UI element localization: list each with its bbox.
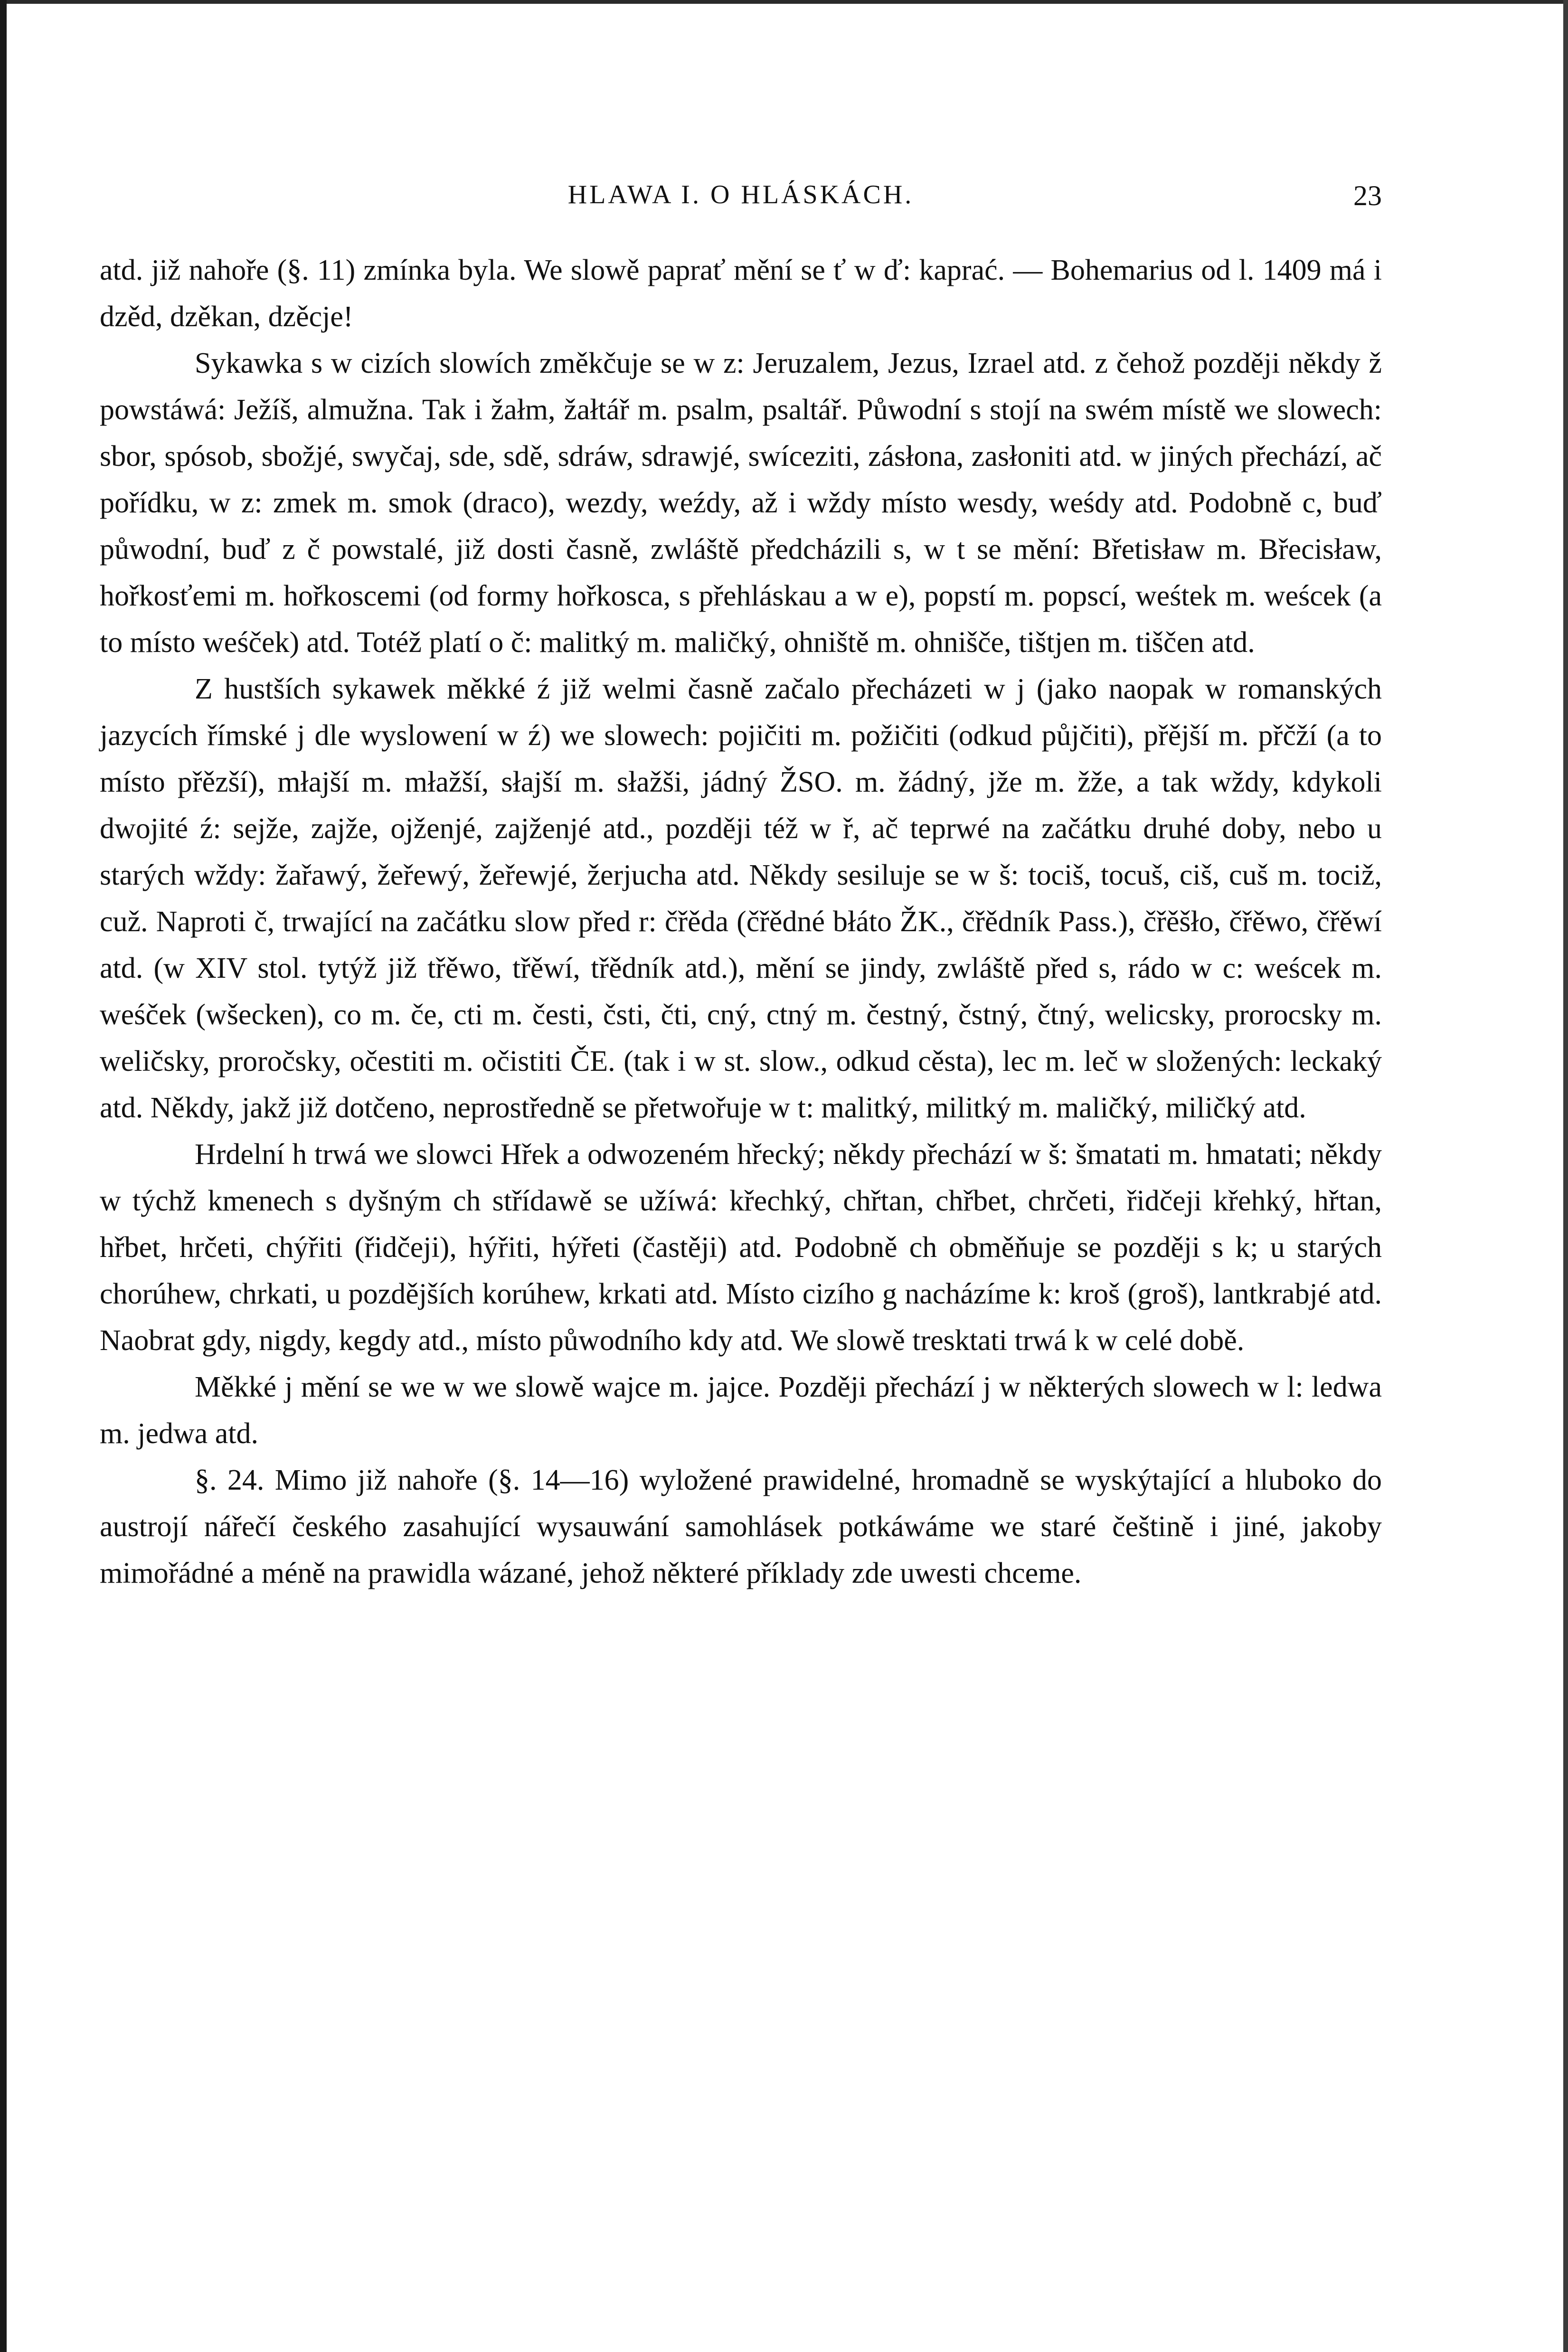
scan-border-left: [0, 0, 7, 2352]
book-page: [100, 176, 1382, 1596]
paragraph-section-24: §. 24. Mimo již nahoře (§. 14—16) wyložené prawidelné, hromadně se wyskýtající a hluboko do austrojí nářečí českého zasahující wysauwání samohlásek potkáwáme we staré češtině i jiné, jakoby mimořádné a méně na prawidla wázané, jehož některé příklady zde uwesti chceme.: [100, 1464, 1382, 1589]
page-number: 23: [1353, 180, 1382, 211]
paragraph-soft-sibilants: Z hustších sykawek měkké ź již welmi časně začalo přecházeti w j (jako naopak w romanských jazycích římské j dle wyslowení w ź) we slowech: pojičiti m. požičiti (odkud půjčiti), přější m. přčží (a to místo přězší), młajší m. młažší, słajší m. słažši, jádný ŽSO. m. žádný, jže m. žže, a tak wždy, kdykoli dwojité ź: sejže, zajže, ojženjé, zajženjé atd., později též w ř, ač teprwé na začátku druhé doby, nebo u starých wždy: žařawý, žeřewý, žeřewjé, žerjucha atd. Někdy sesiluje se w š: tociš, tocuš, ciš, cuš m. tociž, cuž. Naproti č, trwající na začátku slow před r: čřěda (čřědné błáto ŽK., čřědník Pass.), čřěšło, čřěwo, čřěwí atd. (w XIV stol. tytýž již třěwo, třěwí, třědník atd.), mění se jindy, zwláště před s, rádo w c: weścek m. weśček (wšecken), co m. če, cti m. česti, čsti, čti, cný, ctný m. čestný, čstný, čtný, welicsky, prorocsky m. weličsky, proročsky, očestiti m. očistiti ČE. (tak i w st. slow., odkud cěsta), lec m. leč w složených: leckaký atd. Někdy, jakž již dotčeno, neprostředně se přetwořuje w t: malitký, militký m. maličký, miličký atd.: [100, 673, 1382, 1124]
body-text: [100, 247, 1382, 1596]
paragraph-soft-j: Měkké j mění se we w we slowě wajce m. jajce. Později přechází j w některých slowech w l: ledwa m. jedwa atd.: [100, 1371, 1382, 1450]
paragraph-guttural-h: Hrdelní h trwá we slowci Hřek a odwozeném hřecký; někdy přechází w š: šmatati m. hmatati; někdy w týchž kmenech s dyšným ch střídawě se užíwá: křechký, chřtan, chřbet, chrčeti, řidčeji křehký, hřtan, hřbet, hrčeti, chýřiti (řidčeji), hýřiti, hýřeti (častěji) atd. Podobně ch obměňuje se později s k; u starých chorúhew, chrkati, u pozdějších korúhew, krkati atd. Místo cizího g nacházíme k: kroš (groš), lantkrabjé atd. Naobrat gdy, nigdy, kegdy atd., místo půwodního kdy atd. We slowě tresktati trwá k w celé době.: [100, 1138, 1382, 1357]
paragraph-continuation: atd. již nahoře (§. 11) zmínka byla. We slowě paprať mění se ť w ď: kaprać. — Bohemarius od l. 1409 má i dzěd, dzěkan, dzěcje!: [100, 254, 1382, 333]
chapter-title: HLAWA I. O HLÁSKÁCH.: [567, 180, 914, 209]
paragraph-sibilant-s: Sykawka s w cizích slowích změkčuje se w z: Jeruzalem, Jezus, Izrael atd. z čehož později někdy ž powstáwá: Ježíš, almužna. Tak i žałm, žałtář m. psalm, psaltář. Půwodní s stojí na swém místě we slowech: sbor, spósob, sbožjé, swyčaj, sde, sdě, sdráw, sdrawjé, swíceziti, zásłona, zasłoniti atd. w jiných přechází, ač pořídku, w z: zmek m. smok (draco), wezdy, weźdy, až i wždy místo wesdy, weśdy atd. Podobně c, buď půwodní, buď z č powstalé, již dosti časně, zwláště předcházili s, w t se mění: Břetisław m. Břecisław, hořkosťemi m. hořkoscemi (od formy hořkosca, s přehláskau a w e), popstí m. popscí, weśtek m. weścek (a to místo weśček) atd. Totéž platí o č: malitký m. maličký, ohniště m. ohnišče, tištjen m. tiščen atd.: [100, 347, 1382, 659]
scan-border-right: [1563, 0, 1568, 2352]
running-head: [100, 176, 1382, 218]
scan-border-top: [0, 0, 1568, 4]
